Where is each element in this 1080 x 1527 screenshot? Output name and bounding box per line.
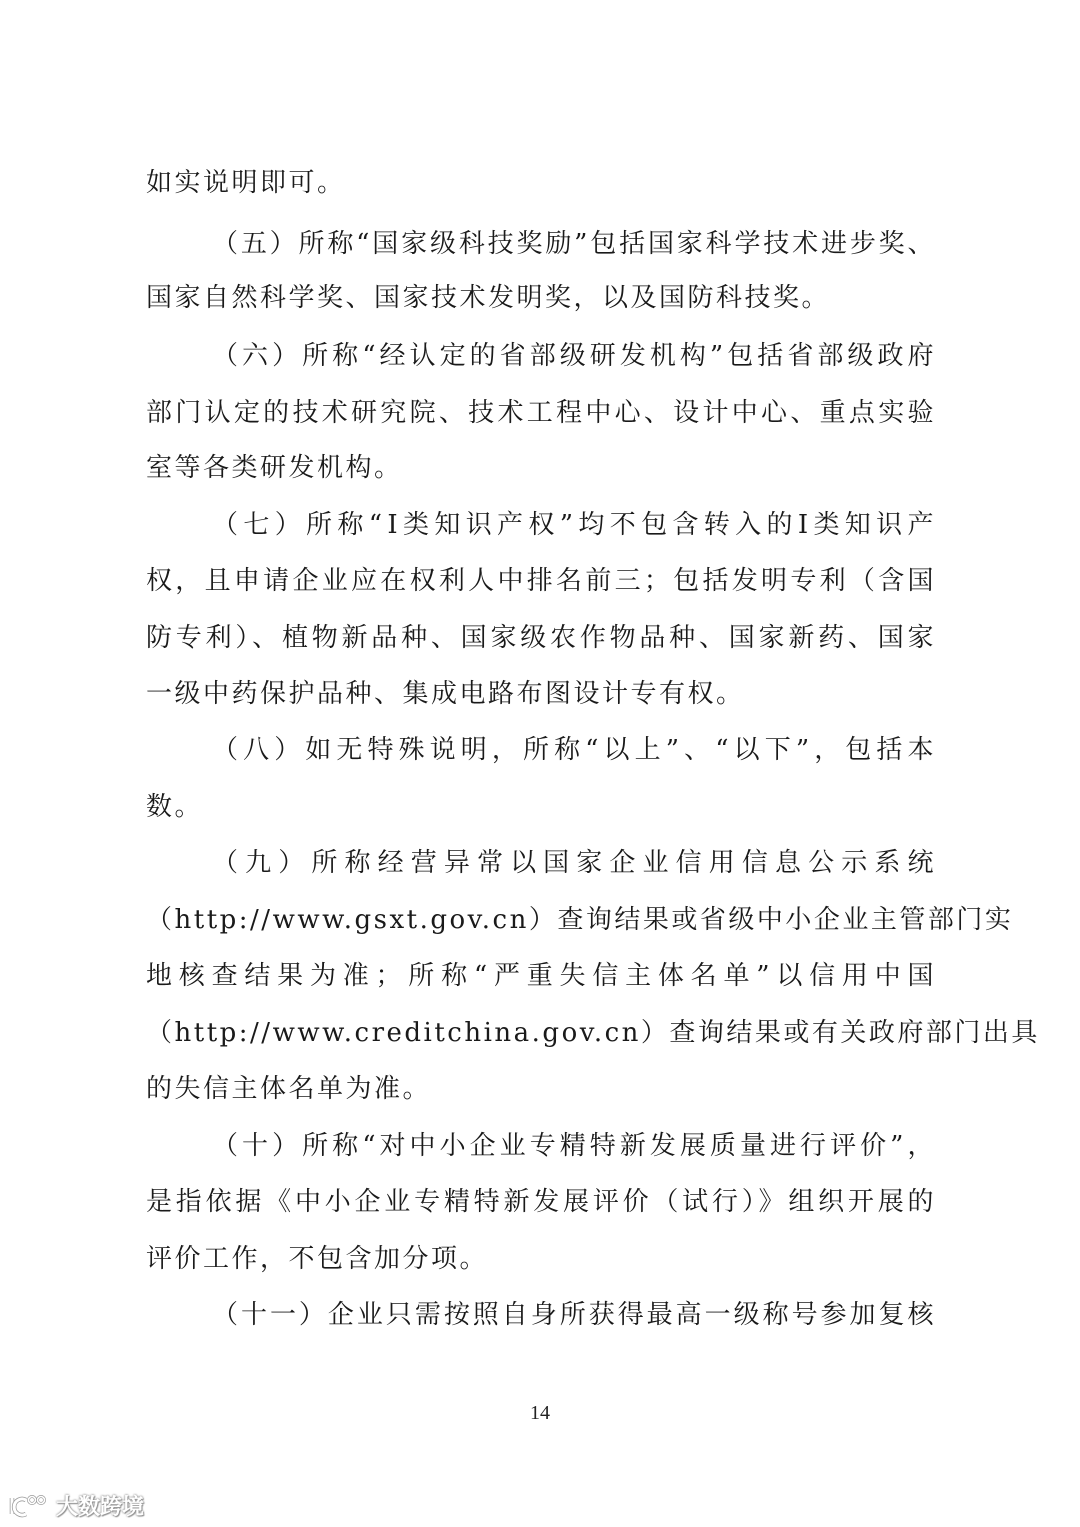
text-line: 一级中药保护品种、集成电路布图设计专有权。 [146, 679, 745, 709]
text-line: 是指依据《中小企业专精特新发展评价（试行）》组织开展的 [146, 1187, 936, 1217]
text-line: （五）所称“国家级科技奖励”包括国家科学技术进步奖、 [212, 229, 936, 259]
text-line: （http://www.gsxt.gov.cn）查询结果或省级中小企业主管部门实 [146, 905, 1014, 935]
watermark [8, 1490, 144, 1521]
text-line: 室等各类研发机构。 [146, 453, 403, 483]
text-line: （九）所称经营异常以国家企业信用信息公示系统 [212, 848, 936, 878]
text-line: 数。 [146, 792, 204, 822]
text-line: 的失信主体名单为准。 [146, 1074, 432, 1104]
text-line: 防专利）、植物新品种、国家级农作物品种、国家新药、国家 [146, 623, 936, 653]
text-line: 权，且申请企业应在权利人中排名前三；包括发明专利（含国 [146, 566, 936, 596]
text-line: （七）所称“Ⅰ类知识产权”均不包含转入的Ⅰ类知识产 [212, 510, 936, 540]
text-line: 地核查结果为准；所称“严重失信主体名单”以信用中国 [146, 961, 936, 991]
text-line: （http://www.creditchina.gov.cn）查询结果或有关政府部门出具 [146, 1018, 1040, 1048]
text-line: （十一）企业只需按照自身所获得最高一级称号参加复核 [212, 1300, 936, 1330]
text-line: 评价工作，不包含加分项。 [146, 1244, 489, 1274]
text-line: （八）如无特殊说明，所称“以上”、“以下”，包括本 [212, 735, 936, 765]
text-line: 部门认定的技术研究院、技术工程中心、设计中心、重点实验 [146, 398, 936, 428]
text-line: 如实说明即可。 [146, 168, 346, 198]
1688-logo-icon [8, 1494, 50, 1518]
page-number: 14 [530, 1402, 550, 1424]
text-line: （六）所称“经认定的省部级研发机构”包括省部级政府 [212, 341, 936, 371]
text-line: （十）所称“对中小企业专精特新发展质量进行评价”， [212, 1131, 936, 1161]
watermark-text: 大数跨境 [56, 1495, 145, 1520]
text-line: 国家自然科学奖、国家技术发明奖，以及国防科技奖。 [146, 283, 831, 313]
